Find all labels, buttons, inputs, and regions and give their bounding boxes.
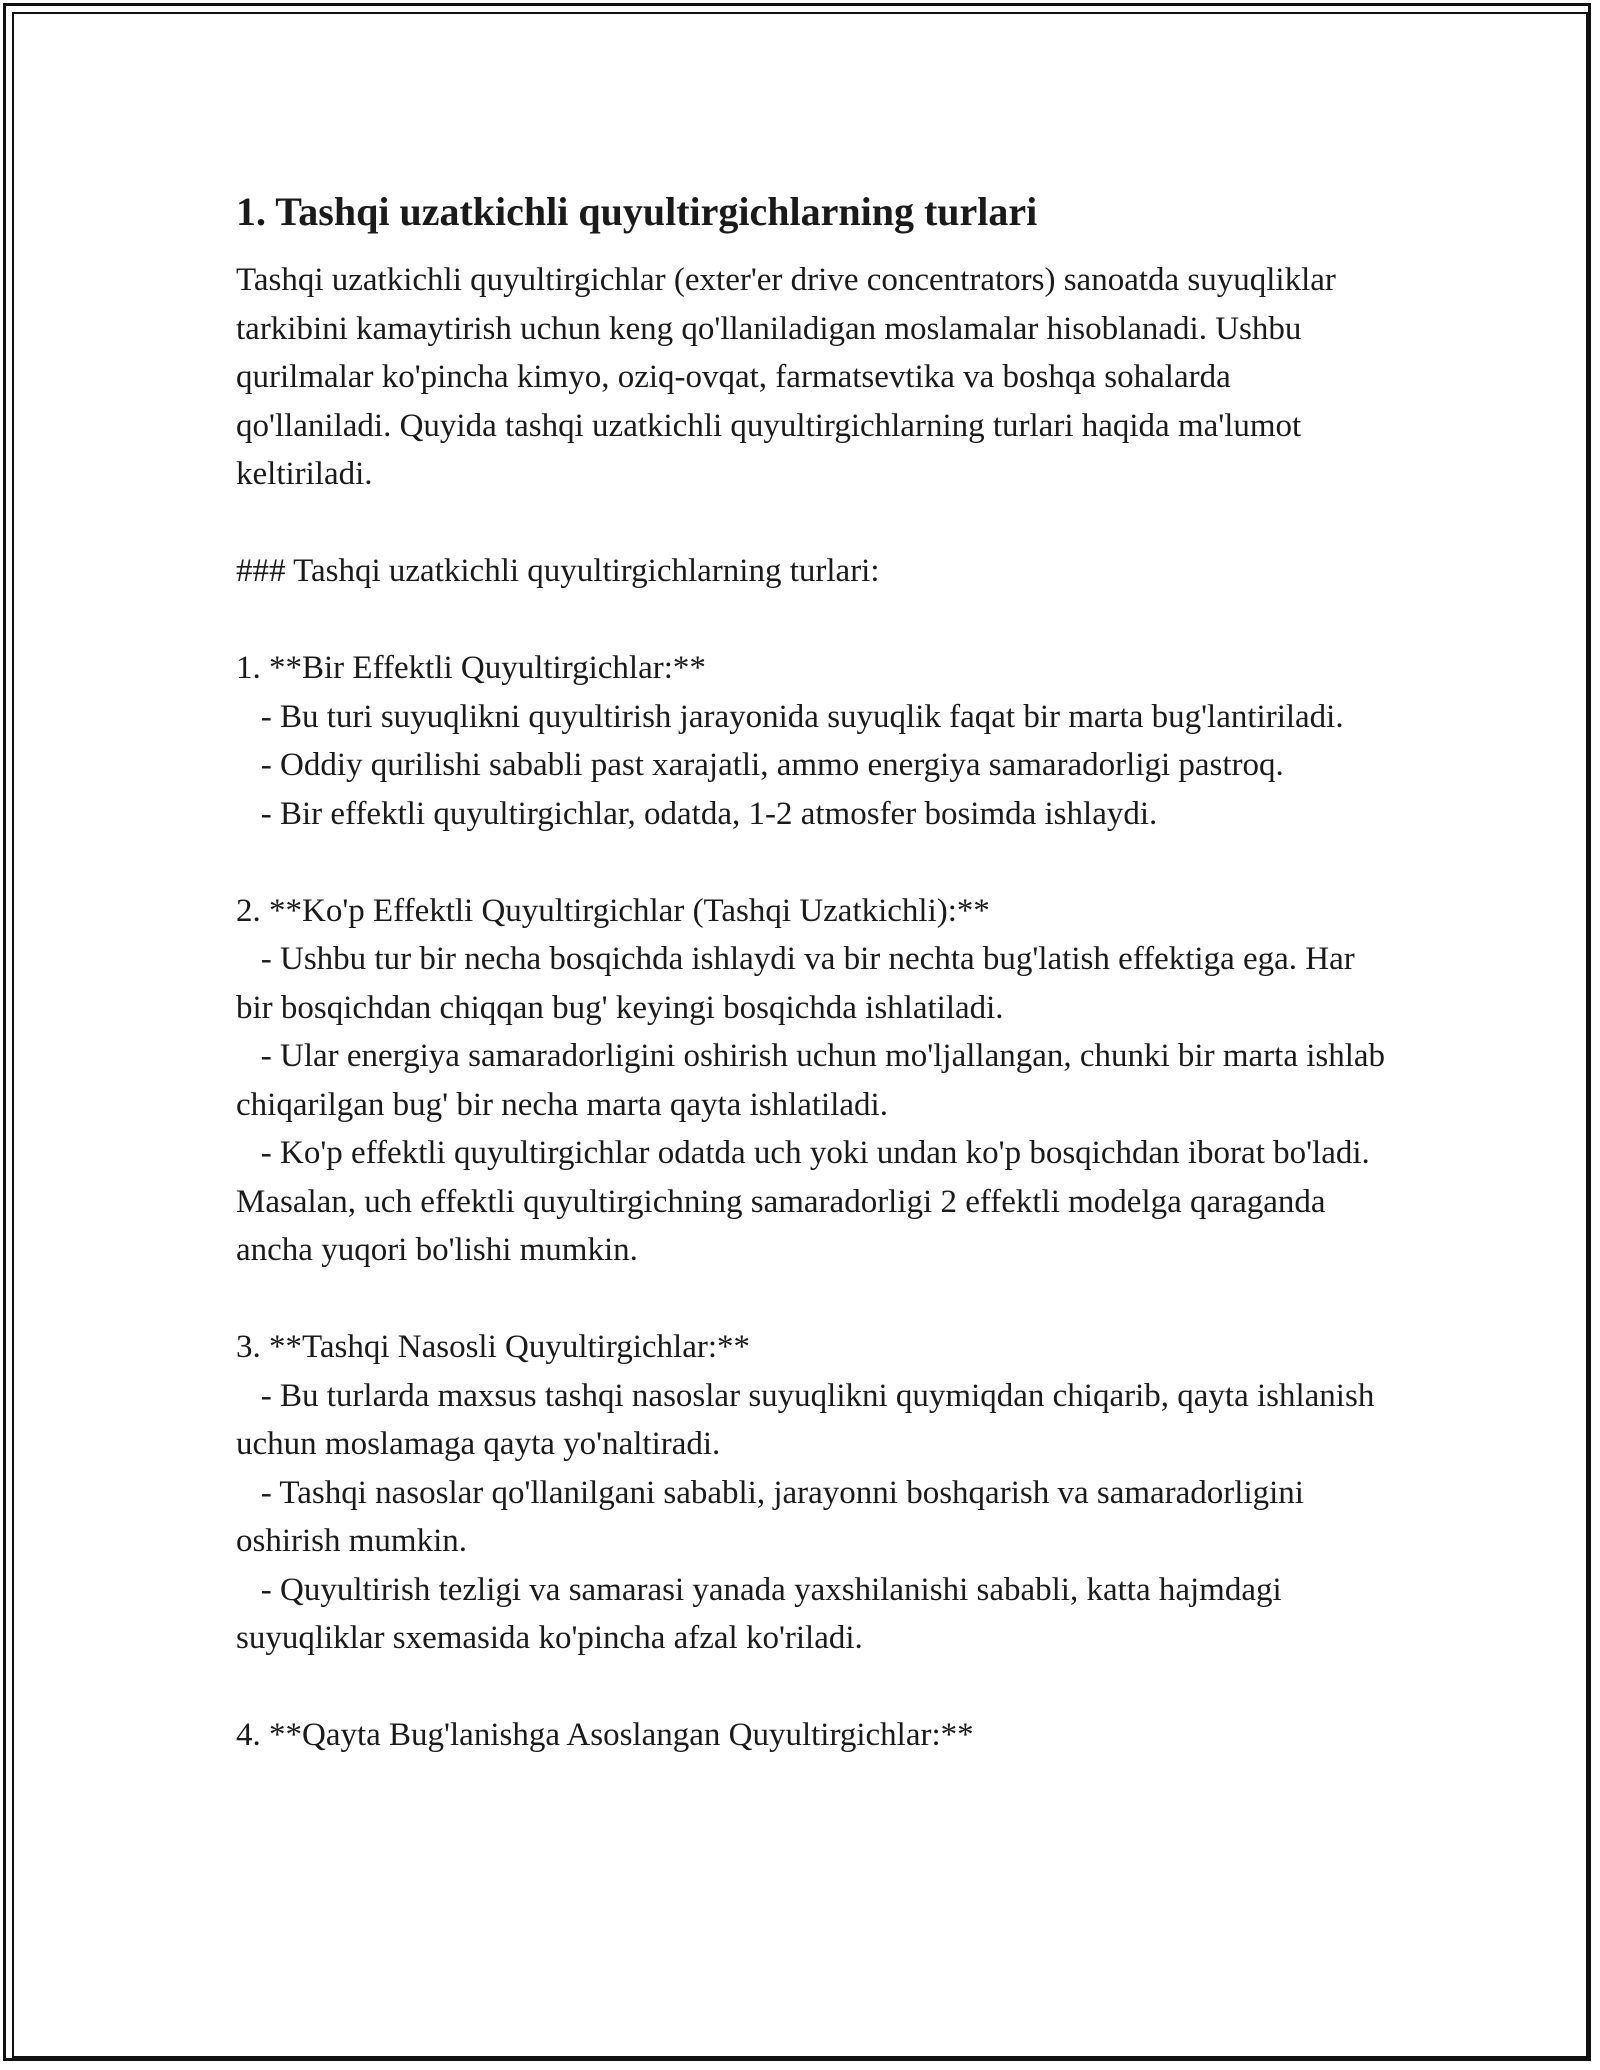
section-3 xyxy=(236,1323,1386,1663)
section-subheading: ### Tashqi uzatkichli quyultirgichlarning turlari: xyxy=(236,553,880,589)
section-heading: 4. **Qayta Bug'lanishga Asoslangan Quyultirgichlar:** xyxy=(236,1717,974,1753)
bullet-item: - Quyultirish tezligi va samarasi yanada yaxshilanishi sababli, katta hajmdagi suyuqliklar sxemasida ko'pincha afzal ko'riladi. xyxy=(236,1571,1290,1656)
spacer xyxy=(236,596,1386,645)
section-heading: 2. **Ko'p Effektli Quyultirgichlar (Tashqi Uzatkichli):** xyxy=(236,892,990,929)
spacer xyxy=(236,499,1386,548)
section-1 xyxy=(236,644,1386,838)
bullet-item: - Bu turi suyuqlikni quyultirish jarayonida suyuqlik faqat bir marta bug'lantiriladi. xyxy=(236,698,1344,735)
section-heading: 3. **Tashqi Nasosli Quyultirgichlar:** xyxy=(236,1329,751,1365)
bullet-item: - Ushbu tur bir necha bosqichda ishlaydi va bir nechta bug'latish effektiga ega. Har bir bosqichdan chiqqan bug' keyingi bosqichda ishlatiladi. xyxy=(236,941,1363,1026)
bullet-item: - Ular energiya samaradorligini oshirish uchun mo'ljallangan, chunki bir marta ishlab chiqarilgan bug' bir necha marta qayta ishlatiladi. xyxy=(236,1038,1394,1123)
bullet-item: - Bir effektli quyultirgichlar, odatda, 1-2 atmosfer bosimda ishlaydi. xyxy=(236,795,1158,832)
spacer xyxy=(236,1275,1386,1324)
section-4 xyxy=(236,1711,1386,1760)
intro-paragraph: Tashqi uzatkichli quyultirgichlar (exter'er drive concentrators) sanoatda suyuqliklar tarkibini kamaytirish uchun keng qo'llaniladigan moslamalar hisoblanadi. Ushbu qurilmalar ko'pincha kimyo, oziq-ovqat, farmatsevtika va boshqa sohalarda qo'llaniladi. Quyida tashqi uzatkichli quyultirgichlarning turlari haqida ma'lumot keltiriladi. xyxy=(236,262,1345,492)
spacer xyxy=(236,1663,1386,1712)
bullet-item: - Tashqi nasoslar qo'llanilgani sababli, jarayonni boshqarish va samaradorligini oshirish mumkin. xyxy=(236,1474,1313,1559)
bullet-item: - Oddiy qurilishi sababli past xarajatli, ammo energiya samaradorligi pastroq. xyxy=(236,747,1284,783)
bullet-item: - Bu turlarda maxsus tashqi nasoslar suyuqlikni quymiqdan chiqarib, qayta ishlanish uchun moslamaga qayta yo'naltiradi. xyxy=(236,1377,1383,1462)
section-2 xyxy=(236,887,1394,1275)
spacer xyxy=(236,838,1386,887)
section-heading: 1. **Bir Effektli Quyultirgichlar:** xyxy=(236,650,706,686)
document-title: 1. Tashqi uzatkichli quyultirgichlarning turlari xyxy=(236,189,1038,234)
document-body xyxy=(236,186,1394,1760)
bullet-item: - Ko'p effektli quyultirgichlar odatda uch yoki undan ko'p bosqichdan iborat bo'ladi. Masalan, uch effektli quyultirgichning samaradorligi 2 effektli modelga qaraganda ancha yuqori bo'lishi mumkin. xyxy=(236,1135,1379,1268)
